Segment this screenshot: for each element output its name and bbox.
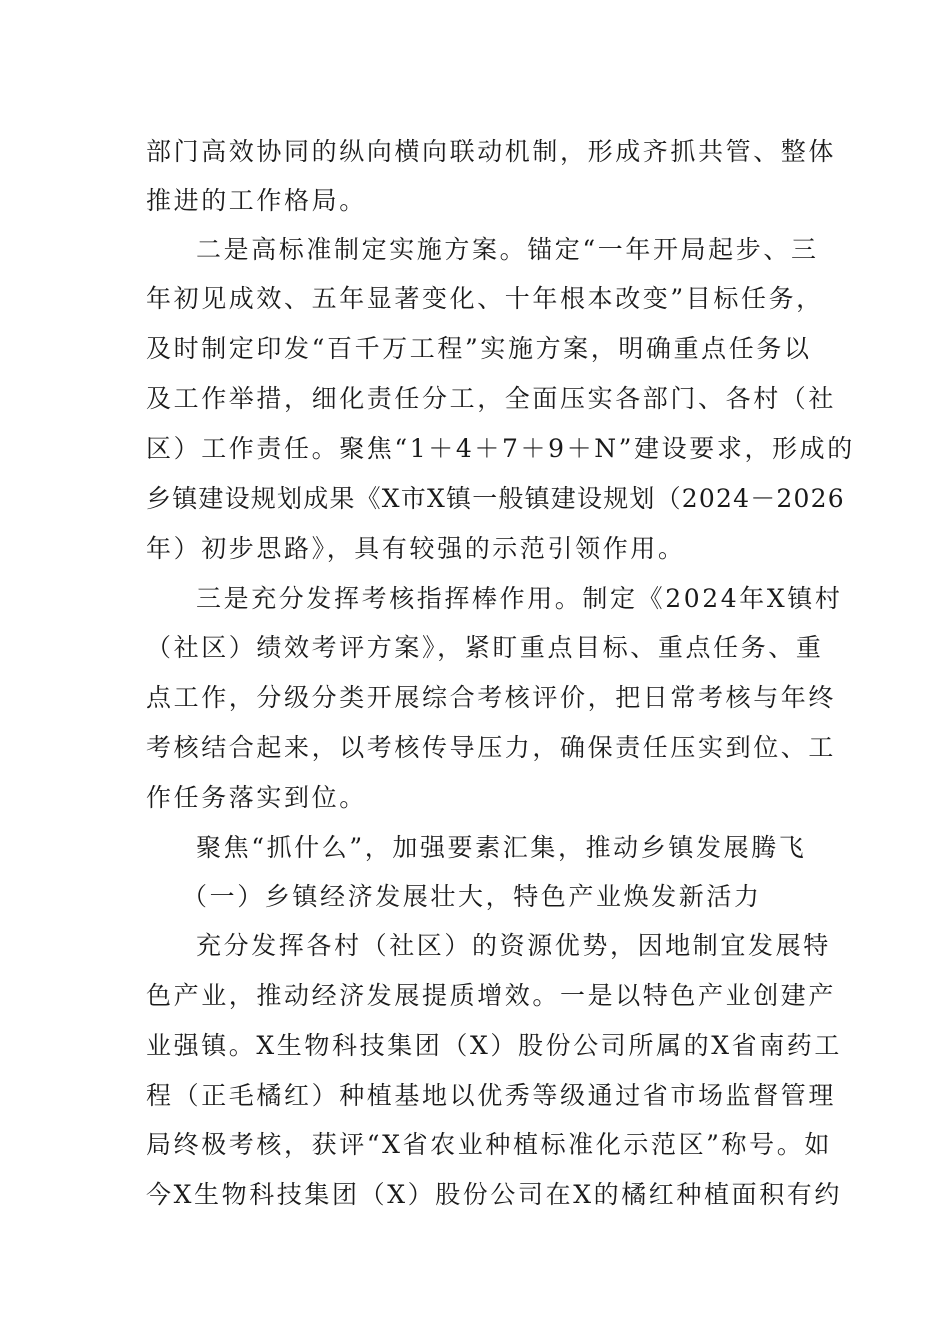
- paragraph-line: （社区）绩效考评方案》，紧盯重点目标、重点任务、重: [146, 633, 824, 662]
- paragraph-line: 程（正毛橘红）种植基地以优秀等级通过省市场监督管理: [146, 1081, 837, 1110]
- section-heading: 聚焦“抓什么”，加强要素汇集，推动乡镇发展腾飞: [196, 833, 807, 862]
- paragraph-line: 乡镇建设规划成果《X市X镇一般镇建设规划（2024－2026: [146, 484, 845, 513]
- paragraph-line: 点工作，分级分类开展综合考核评价，把日常考核与年终: [146, 683, 837, 712]
- paragraph-line: 考核结合起来，以考核传导压力，确保责任压实到位、工: [146, 733, 837, 762]
- paragraph-line: 部门高效协同的纵向横向联动机制，形成齐抓共管、整体: [146, 137, 837, 166]
- paragraph-line: 及时制定印发“百千万工程”实施方案，明确重点任务以: [146, 334, 812, 363]
- paragraph-line: 年）初步思路》，具有较强的示范引领作用。: [146, 534, 686, 563]
- paragraph-line: 三是充分发挥考核指挥棒作用。制定《2024年X镇村: [196, 584, 843, 613]
- paragraph-line: 推进的工作格局。: [146, 186, 367, 215]
- paragraph-line: 作任务落实到位。: [146, 783, 367, 812]
- paragraph-line: 局终极考核，获评“X省农业种植标准化示范区”称号。如: [146, 1130, 832, 1159]
- paragraph-line: 二是高标准制定实施方案。锚定“一年开局起步、三: [196, 235, 819, 264]
- paragraph-line: 年初见成效、五年显著变化、十年根本改变”目标任务，: [146, 284, 824, 313]
- paragraph-line: 今X生物科技集团（X）股份公司在X的橘红种植面积有约: [146, 1180, 842, 1209]
- paragraph-line: 区）工作责任。聚焦“1＋4＋7＋9＋N”建设要求，形成的: [146, 434, 855, 463]
- subsection-heading: （一）乡镇经济发展壮大，特色产业焕发新活力: [182, 882, 762, 911]
- paragraph-line: 业强镇。X生物科技集团（X）股份公司所属的X省南药工: [146, 1031, 842, 1060]
- paragraph-line: 色产业，推动经济发展提质增效。一是以特色产业创建产: [146, 981, 837, 1010]
- paragraph-line: 充分发挥各村（社区）的资源优势，因地制宜发展特: [196, 931, 831, 960]
- paragraph-line: 及工作举措，细化责任分工，全面压实各部门、各村（社: [146, 384, 837, 413]
